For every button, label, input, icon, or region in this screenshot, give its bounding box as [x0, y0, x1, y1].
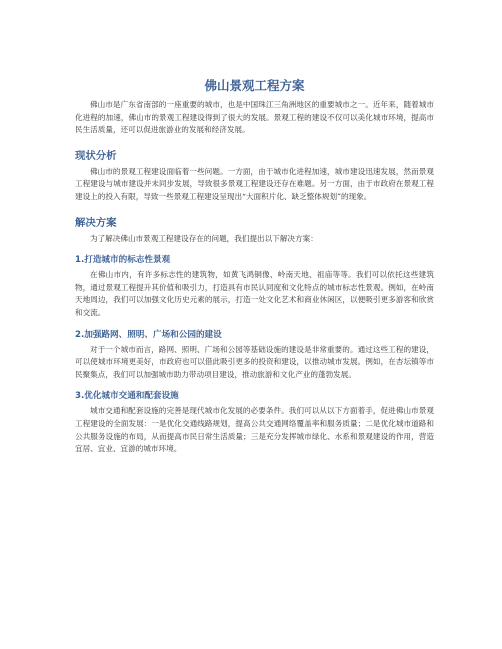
intro-paragraph: 佛山市是广东省南部的一座重要的城市，也是中国珠江三角洲地区的重要城市之一。近年来，随着城市化进程的加速，佛山市的景观工程建设得到了很大的发展。景观工程的建设不仅可以美化城市环境，提高市民生活质量，还可以促进旅游业的发展和经济发展。: [75, 100, 434, 135]
subsection-heading-landmark: 1.打造城市的标志性景观: [75, 255, 171, 266]
section-paragraph-status: 佛山市的景观工程建设面临着一些问题。一方面，由于城市化进程加速，城市建设迅速发展，然而景观工程建设与城市建设并未同步发展，导致很多景观工程建设还存在难题。另一方面，由于市政府在景观工程建设上的投入有限，导致一些景观工程建设呈现出“大面积片化、缺乏整体规划”的现象。: [75, 166, 434, 201]
section-paragraph-solution: 为了解决佛山市景观工程建设存在的问题，我们提出以下解决方案：: [90, 233, 318, 243]
subsection-heading-infrastructure: 2.加强路网、照明、广场和公园的建设: [75, 329, 222, 340]
subsection-heading-traffic: 3.优化城市交通和配套设施: [75, 391, 179, 402]
section-heading-status: 现状分析: [75, 149, 117, 162]
document-title: 佛山景观工程方案: [204, 78, 305, 93]
subsection-paragraph-infrastructure: 对于一个城市而言，路网、照明、广场和公园等基础设施的建设是非常重要的。通过这些工程的建设，可以使城市环境更美好，市政府也可以借此吸引更多的投资和建设，以推动城市发展。例如，在杏坛镇等市民聚集点，我们可以加强城市助力带动项目建设，推动旅游和文化产业的蓬勃发展。: [75, 344, 434, 379]
section-heading-solution: 解决方案: [75, 216, 117, 229]
subsection-paragraph-landmark: 在佛山市内，有许多标志性的建筑物，如黄飞鸿铜像、岭南天地、祖庙等等。我们可以依托这些建筑物，通过景观工程提升其价值和吸引力，打造具有市民认同度和文化特点的城市标志性景观。例如，在岭南天地周边，我们可以加强文化历史元素的展示，打造一处文化艺术和商业休闲区，以便吸引更多游客和欣赏和交流。: [75, 270, 434, 317]
subsection-paragraph-traffic: 城市交通和配套设施的完善是现代城市化发展的必要条件。我们可以从以下方面着手，促进佛山市景观工程建设的全面发展：一是优化交通线路规划，提高公共交通网络覆盖率和服务质量；二是优化城市道路和公共服务设施的布局，从而提高市民日常生活质量；三是充分发挥城市绿化、水系和景观建设的作用，营造宜居、宜业、宜游的城市环境。: [75, 406, 434, 454]
